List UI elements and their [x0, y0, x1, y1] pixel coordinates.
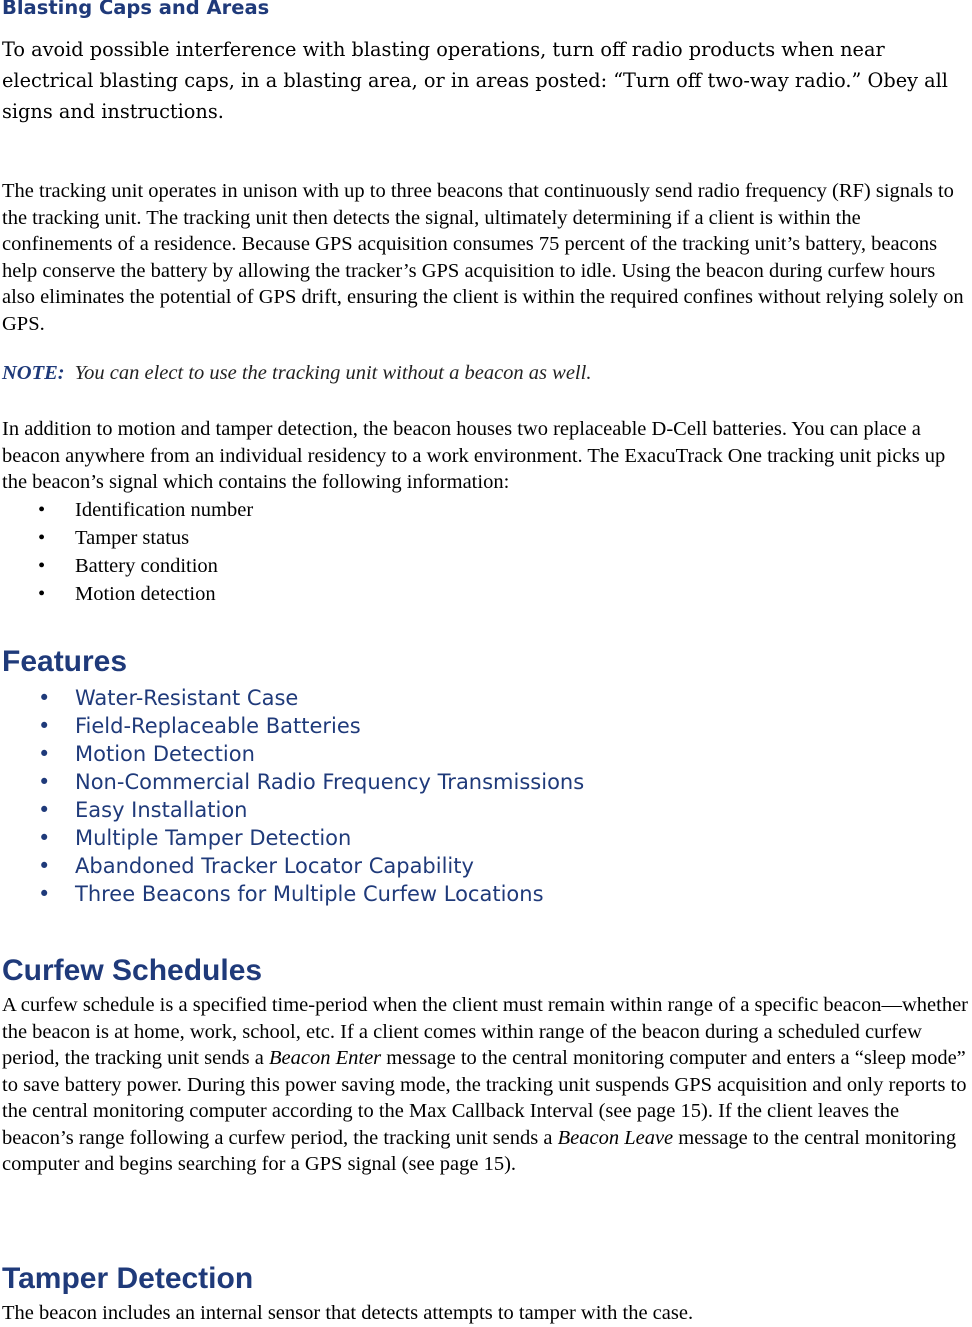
curfew-text-2: message to the central monitoring computer and enters a “sleep mode” to save battery power. During this power saving mode, the tracking unit suspends GPS acquisition and only reports to the central monitoring computer according to the Max Callback Interval (see page 15). If the client leaves the beacon’s range following a curfew period, the tracking unit sends a: [2, 1047, 967, 1149]
features-heading: Features: [2, 645, 128, 678]
feature-item-text: Multiple Tamper Detection: [75, 826, 352, 850]
bullet-icon: •: [38, 527, 46, 549]
list-item-text: Identification number: [75, 499, 254, 521]
beacon-paragraph: In addition to motion and tamper detection, the beacon houses two replaceable D-Cell batteries. You can place a beacon anywhere from an individual residency to a work environment. The ExacuTrack One tracking unit picks up the beacon’s signal which contains the following information:: [2, 418, 946, 493]
bullet-icon: •: [38, 882, 51, 906]
bullet-icon: •: [38, 770, 51, 794]
list-item-text: Tamper status: [75, 527, 190, 549]
curfew-text-1: A curfew schedule is a specified time-period when the client must remain within range of a specific beacon—whether the beacon is at home, work, school, etc. If a client comes within range of the beacon during a scheduled curfew period, the tracking unit sends a: [2, 994, 968, 1069]
feature-item-text: Abandoned Tracker Locator Capability: [75, 854, 474, 878]
blasting-paragraph: To avoid possible interference with blasting operations, turn off radio products when near electrical blasting caps, in a blasting area, or in areas posted: “Turn off two-way radio.” Obey all signs and instructions.: [2, 38, 948, 123]
note-text: You can elect to use the tracking unit without a beacon as well.: [74, 362, 592, 384]
bullet-icon: •: [38, 555, 46, 577]
list-item-text: Motion detection: [75, 583, 216, 605]
curfew-paragraph: [2, 992, 970, 1178]
curfew-heading: Curfew Schedules: [2, 954, 263, 987]
bullet-icon: •: [38, 714, 51, 738]
list-item-text: Battery condition: [75, 555, 218, 577]
feature-item-text: Field-Replaceable Batteries: [75, 714, 361, 738]
feature-item-text: Motion Detection: [75, 742, 255, 766]
feature-item-text: Three Beacons for Multiple Curfew Locations: [75, 882, 544, 906]
bullet-icon: •: [38, 583, 46, 605]
tamper-paragraph: The beacon includes an internal sensor that detects attempts to tamper with the case.: [2, 1302, 694, 1324]
note-label: NOTE:: [2, 362, 65, 384]
curfew-text-3: message to the central monitoring computer and begins searching for a GPS signal (see page 15).: [2, 1126, 957, 1175]
bullet-icon: •: [38, 798, 51, 822]
bullet-icon: •: [38, 499, 46, 521]
bullet-icon: •: [38, 854, 51, 878]
intro-paragraph: The tracking unit operates in unison with up to three beacons that continuously send radio frequency (RF) signals to the tracking unit. The tracking unit then detects the signal, ultimately determining if a client is within the confinements of a residence. Because GPS acquisition consumes 75 percent of the tracking unit’s battery, beacons help conserve the battery by allowing the tracker’s GPS acquisition to idle. Using the beacon during curfew hours also eliminates the potential of GPS drift, ensuring the client is within the required confines without relying solely on GPS.: [2, 180, 964, 335]
feature-item-text: Non-Commercial Radio Frequency Transmissions: [75, 770, 585, 794]
blasting-heading: Blasting Caps and Areas: [2, 0, 270, 19]
beacon-leave-term: Beacon Leave: [557, 1126, 674, 1149]
bullet-icon: •: [38, 742, 51, 766]
bullet-icon: •: [38, 686, 51, 710]
bullet-icon: •: [38, 826, 51, 850]
tamper-heading: Tamper Detection: [2, 1262, 254, 1295]
feature-item-text: Easy Installation: [75, 798, 248, 822]
note: [2, 362, 591, 385]
beacon-enter-term: Beacon Enter: [269, 1047, 382, 1069]
feature-item-text: Water-Resistant Case: [75, 686, 299, 710]
